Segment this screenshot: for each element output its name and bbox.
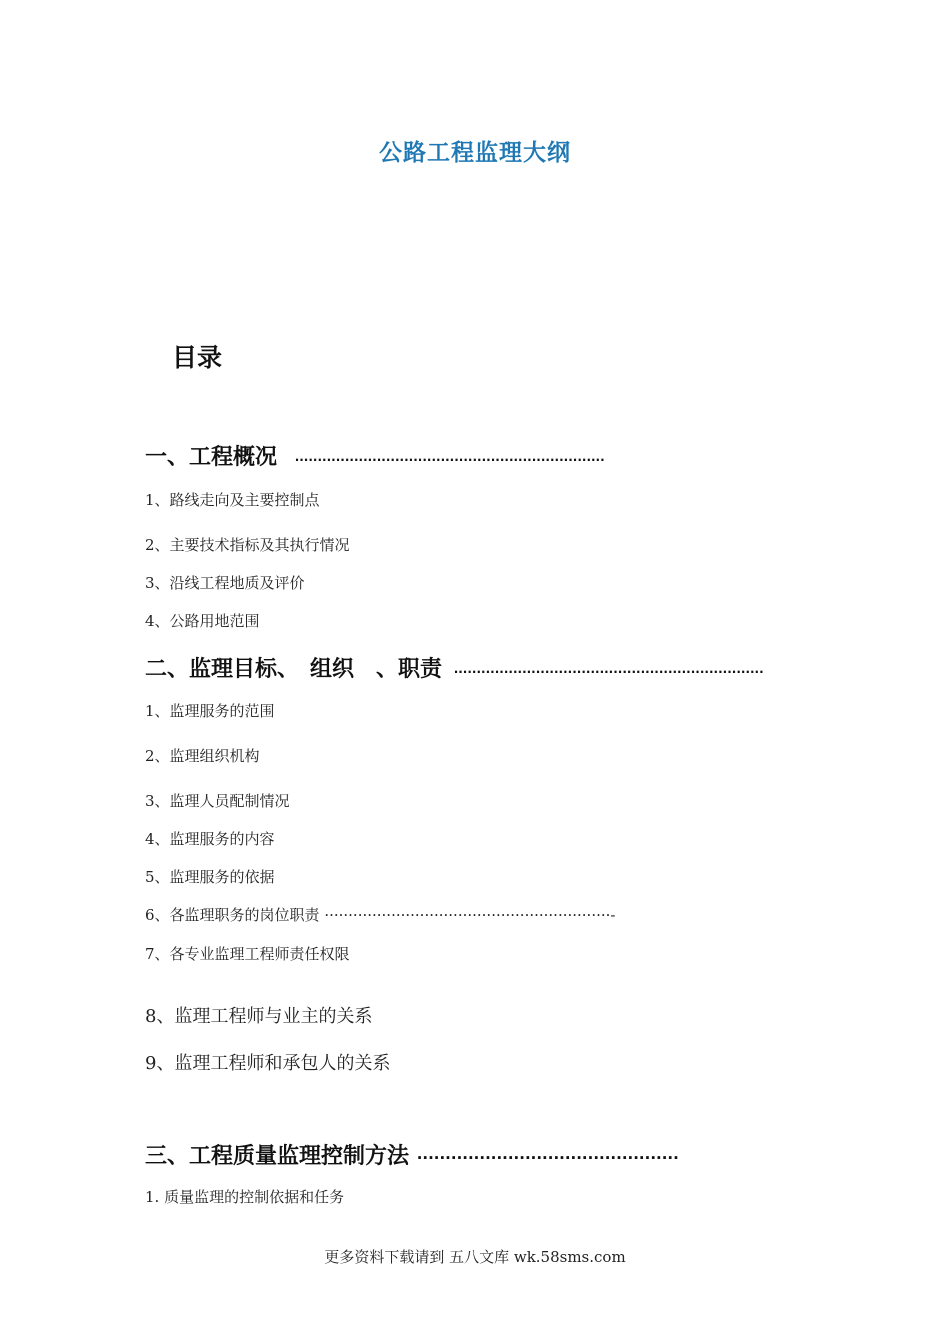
toc-item[interactable]: 4、公路用地范围 — [145, 612, 260, 630]
toc-item[interactable]: 3、沿线工程地质及评价 — [145, 574, 305, 592]
toc-leader-dots: ·············································· — [416, 1149, 679, 1167]
toc-item[interactable]: 1、监理服务的范围 — [145, 702, 275, 720]
toc-item[interactable]: 1. 质量监理的控制依据和任务 — [145, 1188, 345, 1206]
toc-section-3[interactable] — [145, 1139, 679, 1170]
toc-item[interactable]: 9、监理工程师和承包人的关系 — [145, 1053, 391, 1074]
toc-section-1[interactable] — [145, 440, 605, 471]
toc-item[interactable]: 5、监理服务的依据 — [145, 868, 275, 886]
footer-note: 更多资料下载请到 五八文库 wk.58sms.com — [324, 1248, 626, 1266]
document-title: 公路工程监理大纲 — [379, 140, 571, 166]
toc-item[interactable]: 2、主要技术指标及其执行情况 — [145, 536, 350, 554]
toc-item[interactable]: 4、监理服务的内容 — [145, 830, 275, 848]
toc-section-label: 二、监理目标、 组织 、职责 — [145, 657, 443, 682]
toc-section-label: 一、工程概况 — [145, 445, 278, 470]
toc-item[interactable]: 3、监理人员配制情况 — [145, 792, 290, 810]
toc-section-label: 三、工程质量监理控制方法 — [145, 1144, 410, 1169]
toc-item[interactable]: 8、监理工程师与业主的关系 — [145, 1006, 373, 1027]
toc-section-2[interactable] — [145, 652, 764, 683]
toc-leader-dots: ···································································· — [453, 665, 764, 679]
toc-item[interactable]: 7、各专业监理工程师责任权限 — [145, 945, 350, 963]
toc-leader-dots: ···································································· — [294, 453, 605, 467]
toc-heading: 目录 — [172, 343, 223, 372]
toc-item[interactable]: 6、各监理职务的岗位职责 ····························································- — [145, 906, 616, 924]
toc-item[interactable]: 2、监理组织机构 — [145, 747, 260, 765]
toc-item[interactable]: 1、路线走向及主要控制点 — [145, 491, 320, 509]
